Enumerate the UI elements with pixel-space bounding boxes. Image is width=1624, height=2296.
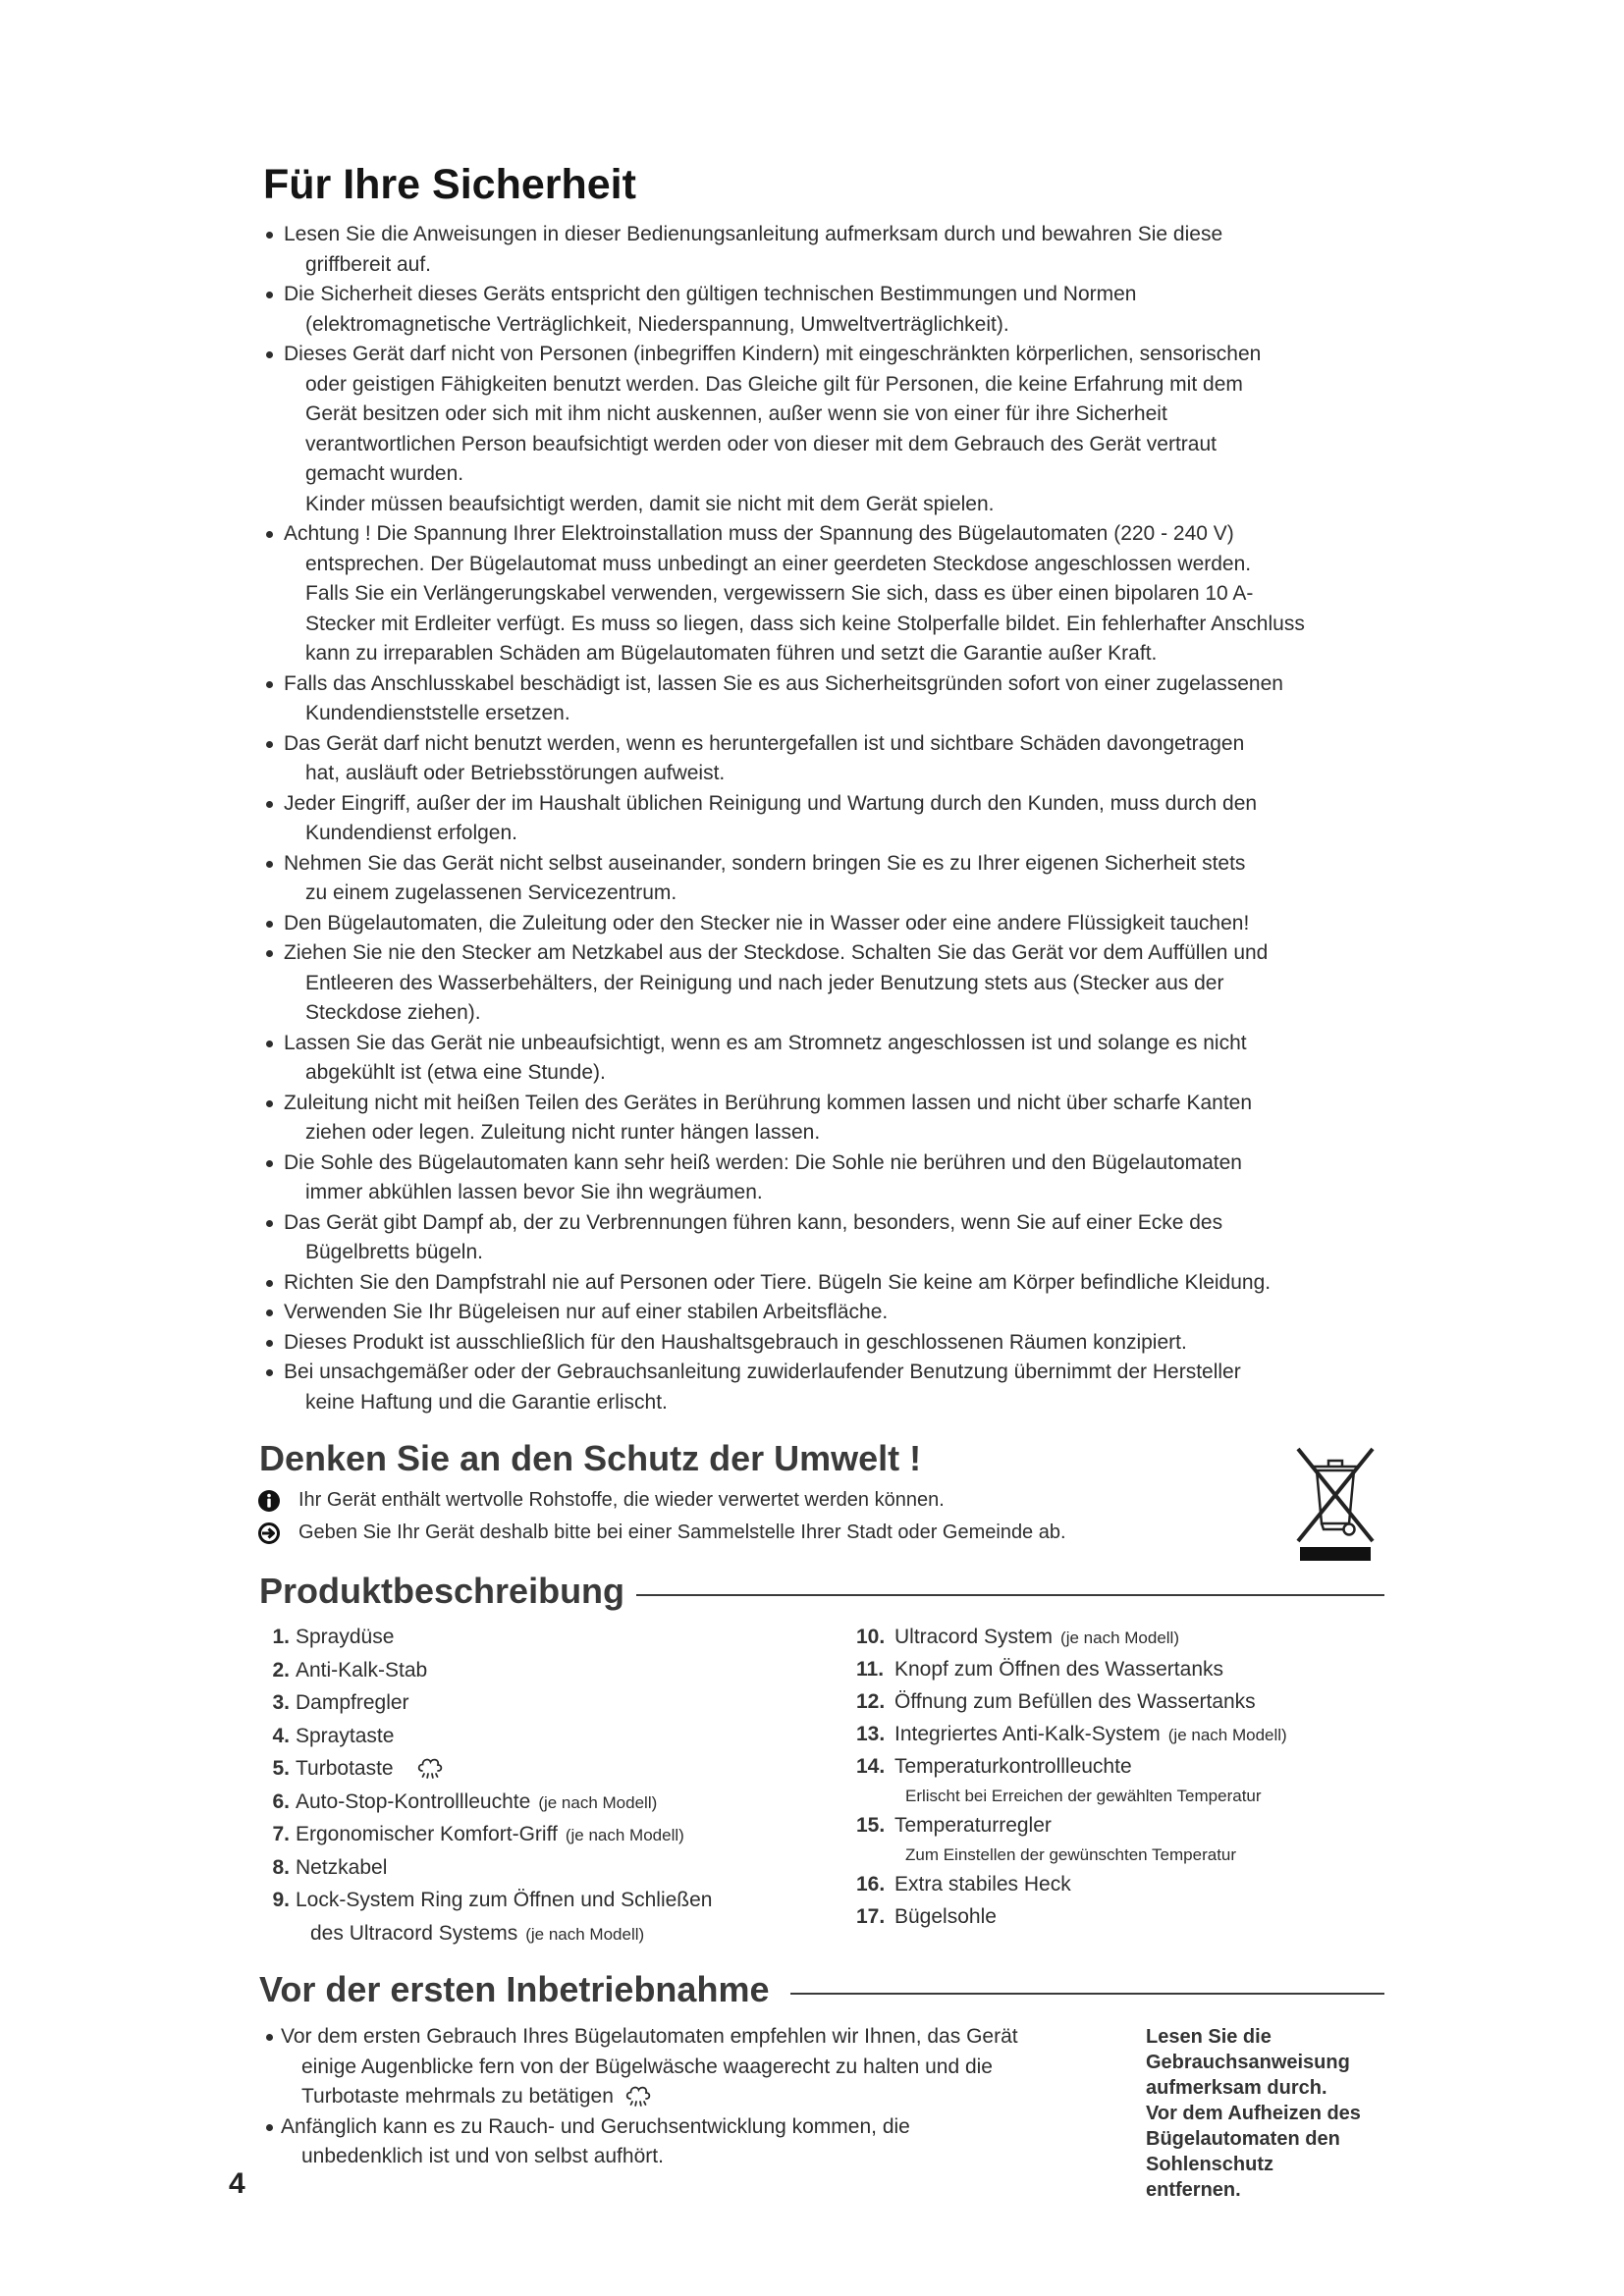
safety-item-line	[263, 340, 1305, 370]
safety-item-line	[263, 370, 1305, 400]
safety-item-text: Kinder müssen beaufsichtigt werden, damit sie nicht mit dem Gerät spielen.	[305, 492, 995, 515]
product-item-number: 17.	[856, 1905, 886, 1928]
safety-item-line	[263, 1178, 1305, 1208]
first-use-line	[263, 2112, 1018, 2143]
safety-item-text: keine Haftung und die Garantie erlischt.	[305, 1390, 668, 1414]
safety-item-text: ziehen oder legen. Zuleitung nicht runter hängen lassen.	[305, 1121, 821, 1144]
safety-item-text: Steckdose ziehen).	[305, 1001, 481, 1024]
product-list-right	[856, 1621, 1287, 1933]
product-item-note: (je nach Modell)	[565, 1826, 684, 1844]
info-icon	[257, 1489, 281, 1513]
safety-item-text: Zuleitung nicht mit heißen Teilen des Gerätes in Berührung kommen lassen und nicht über scharfe Kanten	[284, 1091, 1253, 1114]
safety-item	[263, 909, 1305, 939]
first-use-title: Vor der ersten Inbetriebnahme	[259, 1969, 770, 2009]
first-use-note	[1146, 2024, 1361, 2203]
safety-item-text: griffbereit auf.	[305, 252, 432, 276]
environment-text: Geben Sie Ihr Gerät deshalb bitte bei einer Sammelstelle Ihrer Stadt oder Gemeinde ab.	[298, 1522, 1066, 1543]
product-item-number: 12.	[856, 1690, 886, 1713]
safety-item	[263, 220, 1305, 280]
safety-item-line	[263, 310, 1305, 341]
product-item-number: 16.	[856, 1873, 886, 1896]
product-item-note: (je nach Modell)	[525, 1924, 645, 1944]
product-item-label: Ergonomischer Komfort-Griff	[296, 1823, 558, 1845]
steam-icon	[623, 2084, 653, 2109]
safety-item	[263, 1029, 1305, 1089]
safety-item-text: Bügelbretts bügeln.	[305, 1241, 483, 1263]
safety-item-line	[263, 490, 1305, 520]
first-use-line	[263, 2142, 1018, 2172]
safety-item-line	[263, 879, 1305, 909]
safety-item-text: Gerät besitzen oder sich mit ihm nicht auskennen, außer wenn sie von einer für ihre Sicherheit	[305, 402, 1167, 425]
note-line: Bügelautomaten den	[1146, 2128, 1340, 2150]
safety-item-text: Die Sicherheit dieses Geräts entspricht den gültigen technischen Bestimmungen und Normen	[284, 283, 1137, 305]
page-number: 4	[229, 2167, 245, 2200]
product-item	[260, 1720, 712, 1753]
safety-item-text: Ziehen Sie nie den Stecker am Netzkabel aus der Steckdose. Schalten Sie das Gerät vor dem Auffüllen und	[284, 941, 1269, 964]
bullet	[266, 1309, 273, 1316]
product-item-number: 8.	[272, 1855, 290, 1879]
product-item-label: Spraydüse	[296, 1626, 395, 1648]
first-use-list	[263, 2022, 1018, 2172]
product-item	[856, 1868, 1287, 1900]
safety-item	[263, 1358, 1305, 1417]
product-item-label: Temperaturregler	[894, 1814, 1052, 1837]
safety-item-text: zu einem zugelassenen Servicezentrum.	[305, 881, 677, 904]
safety-title: Für Ihre Sicherheit	[263, 161, 636, 208]
safety-item-line	[263, 639, 1305, 669]
bullet	[266, 1340, 273, 1347]
safety-item	[263, 340, 1305, 519]
product-item-number: 7.	[272, 1823, 290, 1845]
product-item-label: des Ultracord Systems	[310, 1921, 518, 1945]
safety-item-line	[263, 1089, 1305, 1119]
product-item-label: Extra stabiles Heck	[894, 1873, 1071, 1896]
safety-item-line	[263, 729, 1305, 760]
safety-item-line	[263, 1118, 1305, 1148]
bullet	[266, 1369, 273, 1376]
safety-item-text: abgekühlt ist (etwa eine Stunde).	[305, 1061, 606, 1084]
safety-item	[263, 280, 1305, 340]
product-list-left	[260, 1621, 712, 1949]
safety-item-line	[263, 669, 1305, 700]
safety-item-text: oder geistigen Fähigkeiten benutzt werden. Das Gleiche gilt für Personen, die keine Erfahrung mit dem	[305, 372, 1243, 396]
safety-list	[263, 220, 1305, 1417]
safety-item-line	[263, 699, 1305, 729]
safety-item-text: Bei unsachgemäßer oder der Gebrauchsanleitung zuwiderlaufender Benutzung übernimmt der Hersteller	[284, 1361, 1241, 1383]
safety-item-line	[263, 759, 1305, 789]
note-line: Gebrauchsanweisung	[1146, 2052, 1350, 2073]
product-item	[856, 1718, 1287, 1750]
safety-item-line	[263, 550, 1305, 580]
product-item	[260, 1686, 712, 1720]
safety-item	[263, 789, 1305, 849]
safety-item-line	[263, 1148, 1305, 1179]
safety-item-text: kann zu irreparablen Schäden am Bügelautomaten führen und setzt die Garantie außer Kraft.	[305, 642, 1158, 665]
product-item-number: 11.	[856, 1658, 885, 1681]
bullet	[266, 292, 273, 298]
product-item-number: 6.	[272, 1789, 290, 1813]
safety-item-text: Falls Sie ein Verlängerungskabel verwenden, vergewissern Sie sich, dass es über einen bipolaren 10 A-	[305, 582, 1254, 605]
safety-item-line	[263, 1328, 1305, 1359]
first-use-text: einige Augenblicke fern von der Bügelwäsche waagerecht zu halten und die	[301, 2055, 993, 2078]
product-item-number: 10.	[856, 1626, 886, 1648]
product-item-subtext: Zum Einstellen der gewünschten Temperatur	[905, 1845, 1237, 1864]
safety-item-line	[263, 1029, 1305, 1059]
product-item-subtext: Erlischt bei Erreichen der gewählten Temperatur	[905, 1787, 1262, 1805]
product-item-continuation	[260, 1917, 712, 1950]
product-item	[260, 1786, 712, 1819]
safety-item	[263, 1208, 1305, 1268]
safety-item-text: Stecker mit Erdleiter verfügt. Es muss so liegen, dass sich keine Stolperfalle bildet. Ein fehlerhafter Anschluss	[305, 612, 1305, 635]
safety-item-text: Den Bügelautomaten, die Zuleitung oder den Stecker nie in Wasser oder eine andere Flüssigkeit tauchen!	[284, 911, 1250, 934]
safety-item-line	[263, 280, 1305, 310]
first-use-text: Anfänglich kann es zu Rauch- und Geruchsentwicklung kommen, die	[281, 2114, 910, 2138]
safety-item	[263, 1148, 1305, 1208]
bullet	[266, 921, 273, 928]
product-item	[260, 1621, 712, 1654]
safety-item-text: verantwortlichen Person beaufsichtigt werden oder von dieser mit dem Gebrauch des Gerät vertraut	[305, 432, 1217, 455]
safety-item-line	[263, 610, 1305, 640]
environment-text: Ihr Gerät enthält wertvolle Rohstoffe, die wieder verwertet werden können.	[298, 1489, 945, 1511]
product-item-label: Bügelsohle	[894, 1905, 997, 1928]
bullet	[266, 531, 273, 538]
product-item	[260, 1851, 712, 1885]
safety-item-line	[263, 819, 1305, 849]
safety-item-text: Lesen Sie die Anweisungen in dieser Bedienungsanleitung aufmerksam durch und bewahren Sie diese	[284, 223, 1223, 245]
product-item-label: Turbotaste	[296, 1757, 394, 1780]
safety-item-line	[263, 849, 1305, 880]
product-item-number: 4.	[272, 1724, 290, 1747]
safety-item-text: immer abkühlen lassen bevor Sie ihn wegräumen.	[305, 1181, 763, 1203]
safety-item-text: Nehmen Sie das Gerät nicht selbst auseinander, sondern bringen Sie es zu Ihrer eigenen Sicherheit stets	[284, 851, 1246, 875]
safety-item-line	[263, 400, 1305, 430]
safety-item-line	[263, 459, 1305, 490]
first-use-text: unbedenklich ist und von selbst aufhört.	[301, 2145, 664, 2167]
product-item	[856, 1750, 1287, 1783]
safety-item-text: Kundendienst erfolgen.	[305, 822, 517, 844]
safety-item	[263, 729, 1305, 789]
first-use-item	[263, 2022, 1018, 2112]
safety-item	[263, 938, 1305, 1029]
product-item-label: Lock-System Ring zum Öffnen und Schließen	[296, 1889, 713, 1911]
environment-line	[257, 1517, 1066, 1549]
heading-rule	[790, 1993, 1384, 1995]
bullet	[266, 801, 273, 808]
first-use-heading	[259, 1968, 1384, 2011]
safety-item	[263, 1298, 1305, 1328]
note-line: entfernen.	[1146, 2179, 1241, 2201]
note-line: Sohlenschutz	[1146, 2154, 1274, 2175]
product-item-label: Ultracord System	[894, 1626, 1054, 1648]
note-line: aufmerksam durch.	[1146, 2077, 1327, 2099]
first-use-line	[263, 2053, 1018, 2083]
bullet	[266, 232, 273, 239]
safety-item-text: Dieses Gerät darf nicht von Personen (inbegriffen Kindern) mit eingeschränkten körperlichen, sensorischen	[284, 343, 1262, 365]
safety-item-line	[263, 998, 1305, 1029]
product-item-note: (je nach Modell)	[1167, 1726, 1287, 1744]
bullet	[266, 2124, 273, 2131]
product-item	[856, 1685, 1287, 1718]
safety-item-line	[263, 938, 1305, 969]
product-heading	[259, 1570, 1384, 1613]
safety-item-line	[263, 909, 1305, 939]
bullet	[266, 950, 273, 957]
bullet	[266, 1220, 273, 1227]
safety-item-text: Dieses Produkt ist ausschließlich für den Haushaltsgebrauch in geschlossenen Räumen konzipiert.	[284, 1330, 1187, 1354]
safety-item-text: Falls das Anschlusskabel beschädigt ist, lassen Sie es aus Sicherheitsgründen sofort von einer zugelassenen	[284, 671, 1283, 695]
product-title: Produktbeschreibung	[259, 1571, 625, 1611]
product-item-label: Auto-Stop-Kontrollleuchte	[296, 1789, 531, 1813]
bullet	[266, 1160, 273, 1167]
product-item-note: (je nach Modell)	[538, 1792, 658, 1812]
product-item	[260, 1884, 712, 1917]
safety-item-text: Richten Sie den Dampfstrahl nie auf Personen oder Tiere. Bügeln Sie keine am Körper befindliche Kleidung.	[284, 1270, 1272, 1294]
product-item-number: 1.	[272, 1626, 290, 1648]
safety-item-text: entsprechen. Der Bügelautomat muss unbedingt an einer geerdeten Steckdose angeschlossen werden.	[305, 552, 1252, 575]
steam-icon	[415, 1756, 445, 1782]
product-item-label: Dampfregler	[296, 1691, 409, 1714]
arrow-icon	[257, 1522, 281, 1545]
safety-item	[263, 519, 1305, 669]
safety-item	[263, 1089, 1305, 1148]
product-item-label: Integriertes Anti-Kalk-System	[894, 1723, 1161, 1745]
safety-item-line	[263, 430, 1305, 460]
product-item-number: 15.	[856, 1814, 886, 1837]
safety-item	[263, 849, 1305, 909]
product-item-number: 13.	[856, 1723, 886, 1745]
safety-item-line	[263, 969, 1305, 999]
environment-line	[257, 1484, 1066, 1517]
safety-item-line	[263, 220, 1305, 250]
safety-item-text: Entleeren des Wasserbehälters, der Reinigung und nach jeder Benutzung stets aus (Stecker aus der	[305, 971, 1224, 994]
bullet	[266, 681, 273, 688]
note-line: Vor dem Aufheizen des	[1146, 2103, 1361, 2124]
product-item-number: 9.	[272, 1889, 290, 1911]
safety-item-text: hat, ausläuft oder Betriebsstörungen aufweist.	[305, 762, 726, 784]
environment-lines	[257, 1484, 1066, 1549]
safety-item-line	[263, 789, 1305, 820]
safety-item-text: (elektromagnetische Verträglichkeit, Niederspannung, Umweltverträglichkeit).	[305, 312, 1009, 336]
bullet	[266, 1041, 273, 1047]
safety-item-text: Die Sohle des Bügelautomaten kann sehr heiß werden: Die Sohle nie berühren und den Bügelautomaten	[284, 1150, 1242, 1174]
bullet	[266, 1100, 273, 1107]
product-item-number: 3.	[272, 1691, 290, 1714]
safety-item-line	[263, 579, 1305, 610]
crossed-out-wheelie-bin-icon	[1294, 1443, 1377, 1565]
first-use-line	[263, 2082, 1018, 2112]
safety-item-line	[263, 1208, 1305, 1239]
first-use-text: Turbotaste mehrmals zu betätigen	[301, 2085, 614, 2108]
product-item-number: 2.	[272, 1658, 290, 1682]
environment-title: Denken Sie an den Schutz der Umwelt !	[259, 1438, 922, 1478]
safety-item-text: Das Gerät gibt Dampf ab, der zu Verbrennungen führen kann, besonders, wenn Sie auf einer Ecke des	[284, 1210, 1223, 1234]
safety-item-line	[263, 1358, 1305, 1388]
product-item	[856, 1653, 1287, 1685]
product-item	[856, 1621, 1287, 1653]
first-use-text: Vor dem ersten Gebrauch Ihres Bügelautomaten empfehlen wir Ihnen, das Gerät	[281, 2025, 1018, 2048]
product-item-label: Spraytaste	[296, 1724, 395, 1747]
safety-item-line	[263, 1388, 1305, 1418]
product-item	[856, 1900, 1287, 1933]
safety-item-line	[263, 1298, 1305, 1328]
product-item	[856, 1809, 1287, 1842]
safety-item-text: Kundendienststelle ersetzen.	[305, 702, 570, 724]
safety-item	[263, 669, 1305, 729]
bullet	[266, 351, 273, 358]
bullet	[266, 1280, 273, 1287]
bullet	[266, 741, 273, 748]
bullet	[266, 2034, 273, 2041]
safety-item-text: gemacht wurden.	[305, 462, 464, 485]
first-use-line	[263, 2022, 1018, 2053]
safety-item-line	[263, 519, 1305, 550]
product-item-note: (je nach Modell)	[1060, 1629, 1179, 1647]
safety-item-text: Lassen Sie das Gerät nie unbeaufsichtigt, wenn es am Stromnetz angeschlossen ist und solange es nicht	[284, 1031, 1247, 1054]
safety-item	[263, 1268, 1305, 1299]
product-item	[260, 1752, 712, 1786]
product-item	[260, 1818, 712, 1851]
safety-item-line	[263, 250, 1305, 281]
heading-rule	[636, 1594, 1384, 1596]
safety-item-text: Das Gerät darf nicht benutzt werden, wenn es heruntergefallen ist und sichtbare Schäden davongetragen	[284, 731, 1245, 755]
safety-item-line	[263, 1268, 1305, 1299]
safety-item-text: Achtung ! Die Spannung Ihrer Elektroinstallation muss der Spannung des Bügelautomaten (220 - 240 V)	[284, 522, 1234, 545]
first-use-item	[263, 2112, 1018, 2172]
product-item-number: 14.	[856, 1755, 886, 1778]
product-item-label: Temperaturkontrollleuchte	[894, 1755, 1132, 1778]
product-item-label: Öffnung zum Befüllen des Wassertanks	[894, 1690, 1256, 1713]
product-item-number: 5.	[272, 1757, 290, 1780]
product-item-label: Netzkabel	[296, 1855, 388, 1879]
note-line: Lesen Sie die	[1146, 2026, 1272, 2048]
bullet	[266, 861, 273, 868]
safety-item-line	[263, 1058, 1305, 1089]
product-item	[260, 1654, 712, 1687]
safety-item	[263, 1328, 1305, 1359]
product-item-label: Anti-Kalk-Stab	[296, 1658, 428, 1682]
product-item-label: Knopf zum Öffnen des Wassertanks	[894, 1658, 1223, 1681]
safety-item-text: Jeder Eingriff, außer der im Haushalt üblichen Reinigung und Wartung durch den Kunden, muss durch den	[284, 791, 1258, 815]
safety-item-line	[263, 1238, 1305, 1268]
safety-item-text: Verwenden Sie Ihr Bügeleisen nur auf einer stabilen Arbeitsfläche.	[284, 1301, 889, 1323]
